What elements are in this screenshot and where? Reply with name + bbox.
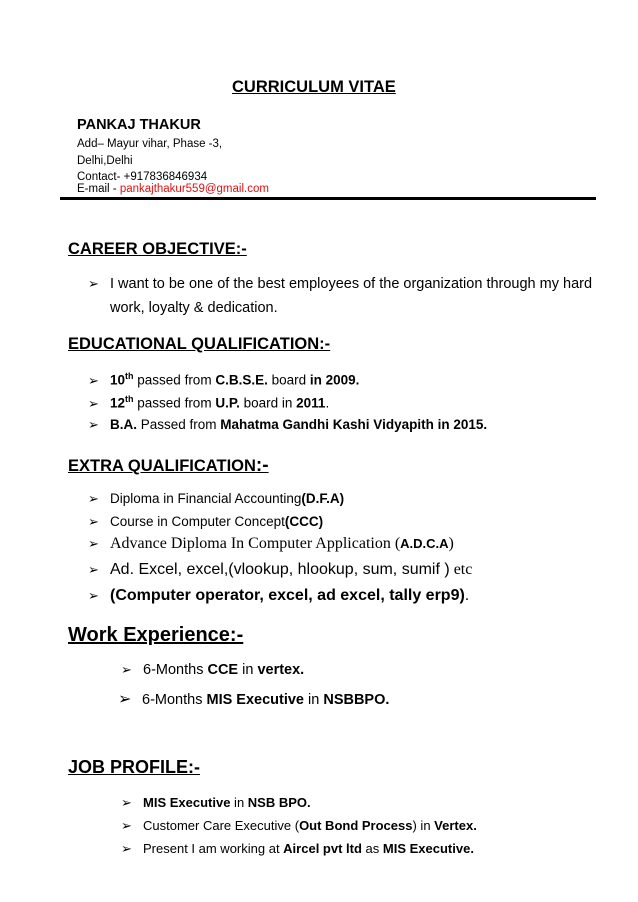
arrow-bullet-icon: ➢ [88,562,99,577]
email-label: E-mail - [77,183,120,195]
extra-qualification-heading: EXTRA QUALIFICATION:- [68,455,269,476]
arrow-bullet-icon: ➢ [121,662,132,677]
work-experience-heading: Work Experience:- [68,624,244,646]
contact-line: Contact- +917836846934 [77,171,208,183]
work-item: ➢ 6-Months CCE in vertex. [121,662,305,678]
arrow-bullet-icon: ➢ [88,417,99,432]
education-item: ➢ 12th passed from U.P. board in 2011. [88,394,330,411]
address-line-1: Add– Mayur vihar, Phase -3, [77,138,223,150]
arrow-bullet-icon: ➢ [88,372,99,388]
career-objective-heading: CAREER OBJECTIVE:- [68,240,247,258]
work-item: ➢ 6-Months MIS Executive in NSBBPO. [118,691,390,708]
arrow-bullet-icon: ➢ [88,588,99,603]
education-heading: EDUCATIONAL QUALIFICATION:- [68,335,331,353]
email-line [77,183,269,195]
extra-item: ➢ (Computer operator, excel, ad excel, tally erp9). [88,587,470,604]
extra-item: ➢ Course in Computer Concept(CCC) [88,514,324,529]
arrow-bullet-icon: ➢ [118,691,132,708]
job-item: ➢ MIS Executive in NSB BPO. [121,795,311,810]
address-line-2: Delhi,Delhi [77,155,133,167]
arrow-bullet-icon: ➢ [88,395,99,411]
career-objective-line-1: ➢ I want to be one of the best employees of the organization through my hard [88,276,593,292]
education-item: ➢ B.A. Passed from Mahatma Gandhi Kashi Vidyapith in 2015. [88,417,488,432]
arrow-bullet-icon: ➢ [88,491,99,506]
job-profile-heading: JOB PROFILE:- [68,757,201,777]
extra-item: ➢ Advance Diploma In Computer Application (A.D.C.A) [88,535,454,552]
job-item: ➢ Present I am working at Aircel pvt ltd as MIS Executive. [121,841,474,856]
arrow-bullet-icon: ➢ [121,795,132,810]
arrow-bullet-icon: ➢ [88,276,99,291]
education-item: ➢ 10th passed from C.B.S.E. board in 2009. [88,371,360,388]
extra-item: ➢ Ad. Excel, excel,(vlookup, hlookup, sum, sumif ) etc [88,561,473,578]
arrow-bullet-icon: ➢ [121,818,132,833]
arrow-bullet-icon: ➢ [121,841,132,856]
header-divider [60,197,596,200]
candidate-name: PANKAJ THAKUR [77,117,201,133]
career-objective-line-2: work, loyalty & dedication. [110,300,278,316]
job-item: ➢ Customer Care Executive (Out Bond Process) in Vertex. [121,818,477,833]
arrow-bullet-icon: ➢ [88,536,99,551]
page-title: CURRICULUM VITAE [232,78,396,96]
arrow-bullet-icon: ➢ [88,514,99,529]
extra-item: ➢ Diploma in Financial Accounting(D.F.A) [88,491,345,506]
email-link[interactable]: pankajthakur559@gmail.com [119,183,269,195]
